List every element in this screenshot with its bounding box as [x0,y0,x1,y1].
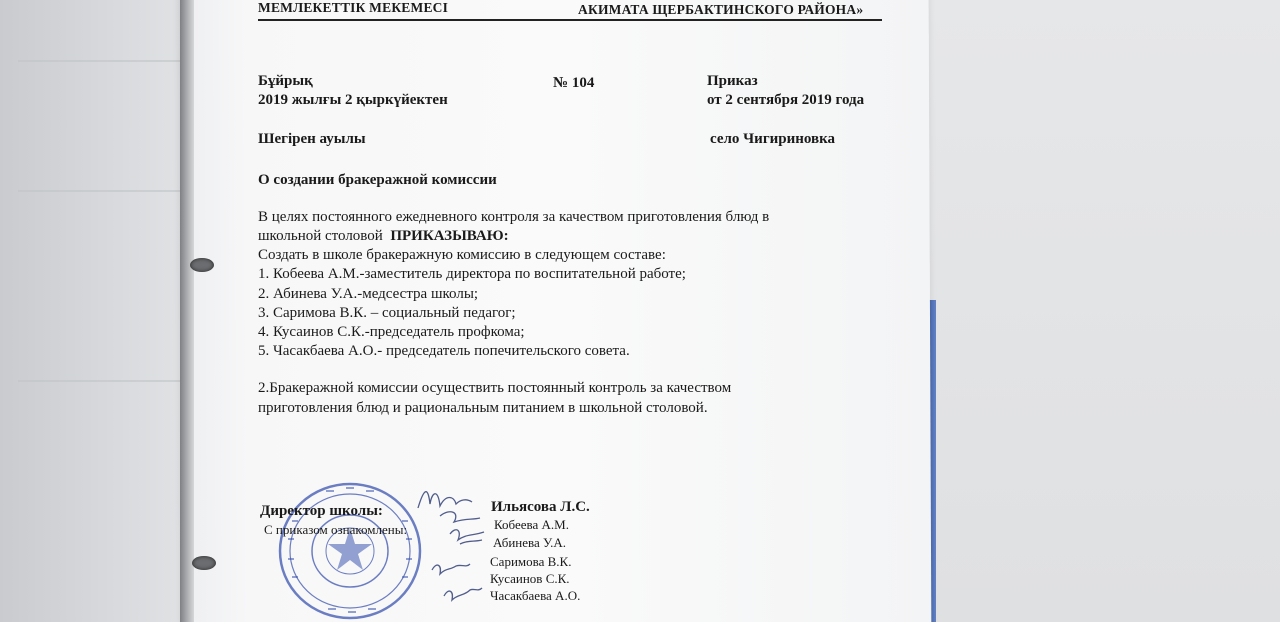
acquainted-label: С приказом ознакомлены: [264,522,408,537]
point2-line-2: приготовления блюд и рациональным питанием в школьной столовой. [258,400,708,416]
place-kz: Шегірен ауылы [258,131,366,147]
header-left: МЕМЛЕКЕТТІК МЕКЕМЕСІ [258,0,449,15]
director-label: Директор школы: [260,503,383,519]
acquainted-name: Кусаинов С.К. [490,571,570,586]
official-stamp [276,480,424,622]
acquainted-name: Часакбаева А.О. [490,588,581,603]
intro-line-1: В целях постоянного ежедневного контроля за качеством приготовления блюд в [258,209,770,225]
member-3: 3. Саримова В.К. – социальный педагог; [258,305,516,321]
order-date-ru: от 2 сентября 2019 года [707,92,865,108]
acquainted-name: Кобеева А.М. [494,517,569,532]
member-2: 2. Абинева У.А.-медсестра школы; [258,286,479,302]
order-word: ПРИКАЗЫВАЮ: [390,228,509,244]
place-ru: село Чигириновка [710,131,836,147]
acquainted-name: Абинева У.А. [493,535,566,550]
member-5: 5. Часакбаева А.О.- председатель попечительского совета. [258,343,630,359]
point2-line-1: 2.Бракеражной комиссии осуществить постоянный контроль за качеством [258,380,732,396]
director-name: Ильясова Л.С. [491,499,590,515]
member-1: 1. Кобеева А.М.-заместитель директора по воспитательной работе; [258,266,686,282]
acquainted-name: Саримова В.К. [490,554,572,569]
order-title-ru: Приказ [707,73,758,89]
intro-line-2-text: школьной столовой [258,228,383,244]
intro-line-2 [258,228,509,245]
create-line: Создать в школе бракеражную комиссию в следующем составе: [258,247,666,263]
header-rule [258,19,882,21]
order-number: № 104 [553,75,595,91]
order-title-kz: Бұйрық [258,73,313,89]
header-right: АКИМАТА ЩЕРБАКТИНСКОГО РАЙОНА» [578,2,864,17]
order-date-kz: 2019 жылғы 2 қыркүйектен [258,92,448,108]
member-4: 4. Кусаинов С.К.-председатель профкома; [258,324,525,340]
subject: О создании бракеражной комиссии [258,172,497,188]
